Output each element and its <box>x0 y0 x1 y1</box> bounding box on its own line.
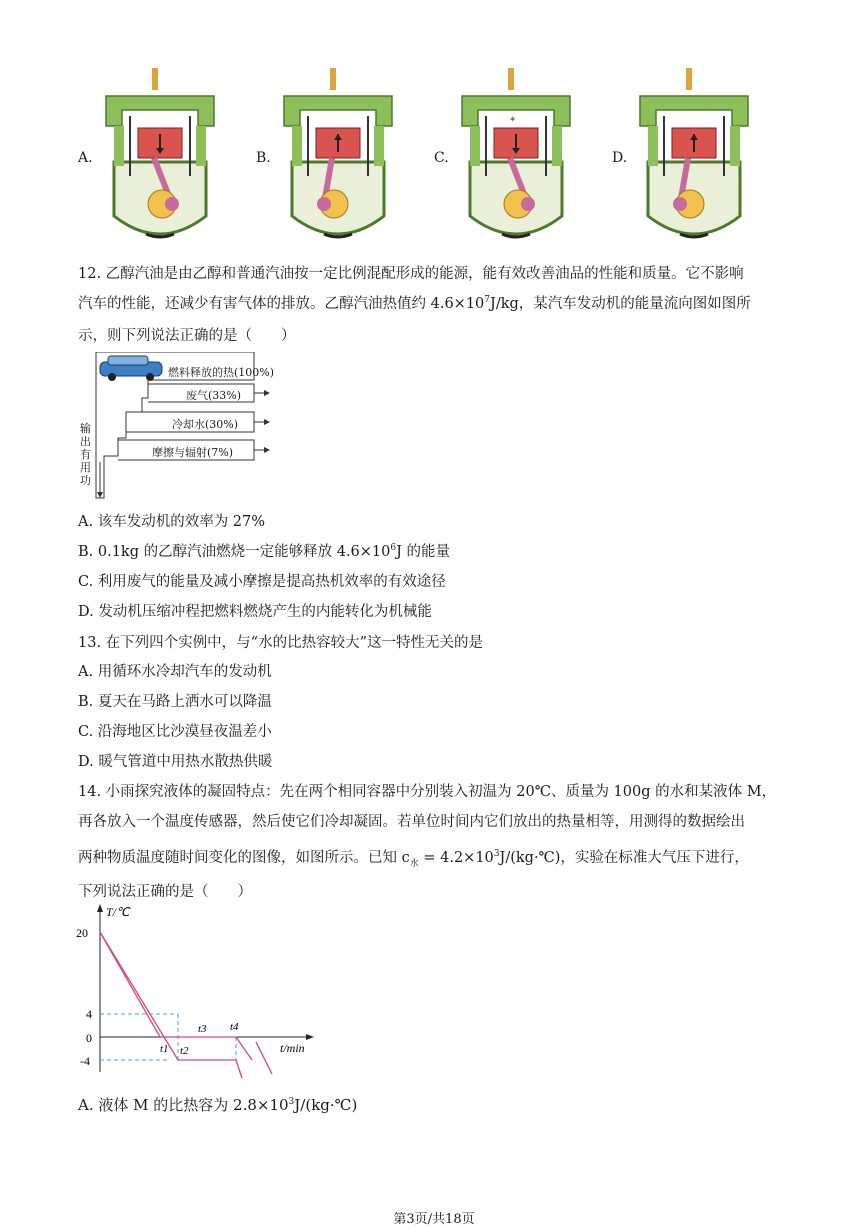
x-axis-label: t/min <box>280 1041 305 1055</box>
diagram-label-exhaust: 废气(33%) <box>186 389 242 402</box>
svg-text:*: * <box>510 116 515 127</box>
q13-option-d: D. 暖气管道中用热水散热供暖 <box>78 754 273 770</box>
y-axis-label: T/℃ <box>106 905 130 919</box>
q12-stem-line2: 汽车的性能，还减少有害气体的排放。乙醇汽油热值约 $4.6\times 10^7J/kg$，某汽车发动机的能量流向图如图所 <box>78 295 751 312</box>
x-axis-arrow <box>306 1034 314 1040</box>
q14-stem-line4: 下列说法正确的是（ ） <box>78 884 252 900</box>
temperature-time-chart <box>74 902 324 1082</box>
engine-diagram-a <box>96 66 224 248</box>
diagram-label-cooling: 冷却水(30%) <box>172 418 239 431</box>
diagram-label-output: 输 出 有 用 功 <box>80 422 91 487</box>
option-c-letter: C. <box>434 150 449 166</box>
diagram-label-friction: 摩擦与辐射(7%) <box>152 446 234 459</box>
marker-t4: t4 <box>230 1021 239 1033</box>
option-d-letter: D. <box>612 150 628 166</box>
diagram-label-fuel: 燃料释放的热(100%) <box>168 366 275 379</box>
q14-option-a: A. 液体 M 的比热容为 $2.8\times 10^3J/(kg\cdot℃)$ <box>78 1096 358 1114</box>
q12-option-a: A. 该车发动机的效率为 27% <box>78 514 266 530</box>
y-axis-arrow <box>97 904 103 912</box>
y-tick-4: 4 <box>86 1007 92 1021</box>
series-line-2 <box>100 932 242 1078</box>
y-tick-20: 20 <box>76 926 88 940</box>
series-line-1 <box>100 932 252 1060</box>
q14-stem-line2: 再各放入一个温度传感器，然后使它们冷却凝固。若单位时间内它们放出的热量相等，用测得的数据绘出 <box>78 814 745 830</box>
marker-t2: t2 <box>180 1045 189 1057</box>
q13-option-c: C. 沿海地区比沙漠昼夜温差小 <box>78 724 272 740</box>
option-a-letter: A. <box>78 150 93 166</box>
y-tick-0: 0 <box>86 1031 92 1045</box>
q12-stem-line3: 示，则下列说法正确的是（ ） <box>78 328 296 344</box>
q13-stem: 13. 在下列四个实例中，与“水的比热容较大”这一特性无关的是 <box>78 635 483 651</box>
marker-t1: t1 <box>160 1043 169 1055</box>
series-tail <box>256 1042 272 1074</box>
q14-stem-line3: 两种物质温度随时间变化的图像，如图所示。已知 $c_水$ = $4.2\times 10^3J/(kg\cdot℃)$，实验在标准大气压下进行， <box>78 849 749 869</box>
q12-stem-line1: 12. 乙醇汽油是由乙醇和普通汽油按一定比例混配形成的能源，能有效改善油品的性能和质量。它不影响 <box>78 266 744 282</box>
engine-diagram-d <box>630 66 758 248</box>
engine-diagram-b <box>274 66 402 248</box>
q13-option-b: B. 夏天在马路上洒水可以降温 <box>78 694 272 710</box>
q12-option-c: C. 利用废气的能量及减小摩擦是提高热机效率的有效途径 <box>78 574 446 590</box>
page-footer: 第3页/共18页 <box>393 1212 475 1227</box>
engine-diagram-c <box>452 66 580 248</box>
q12-option-b: B. 0.1kg 的乙醇汽油燃烧一定能够释放 $4.6\times 10^6J$ 的能量 <box>78 543 451 560</box>
q13-option-a: A. 用循环水冷却汽车的发动机 <box>78 664 272 680</box>
option-b-letter: B. <box>256 150 271 166</box>
q12-option-d: D. 发动机压缩冲程把燃料燃烧产生的内能转化为机械能 <box>78 604 432 620</box>
q14-stem-line1: 14. 小雨探究液体的凝固特点：先在两个相同容器中分别装入初温为 20℃、质量为 100g 的水和某液体 M， <box>78 784 777 800</box>
marker-t3: t3 <box>198 1023 207 1035</box>
y-tick-neg4: -4 <box>80 1054 90 1068</box>
